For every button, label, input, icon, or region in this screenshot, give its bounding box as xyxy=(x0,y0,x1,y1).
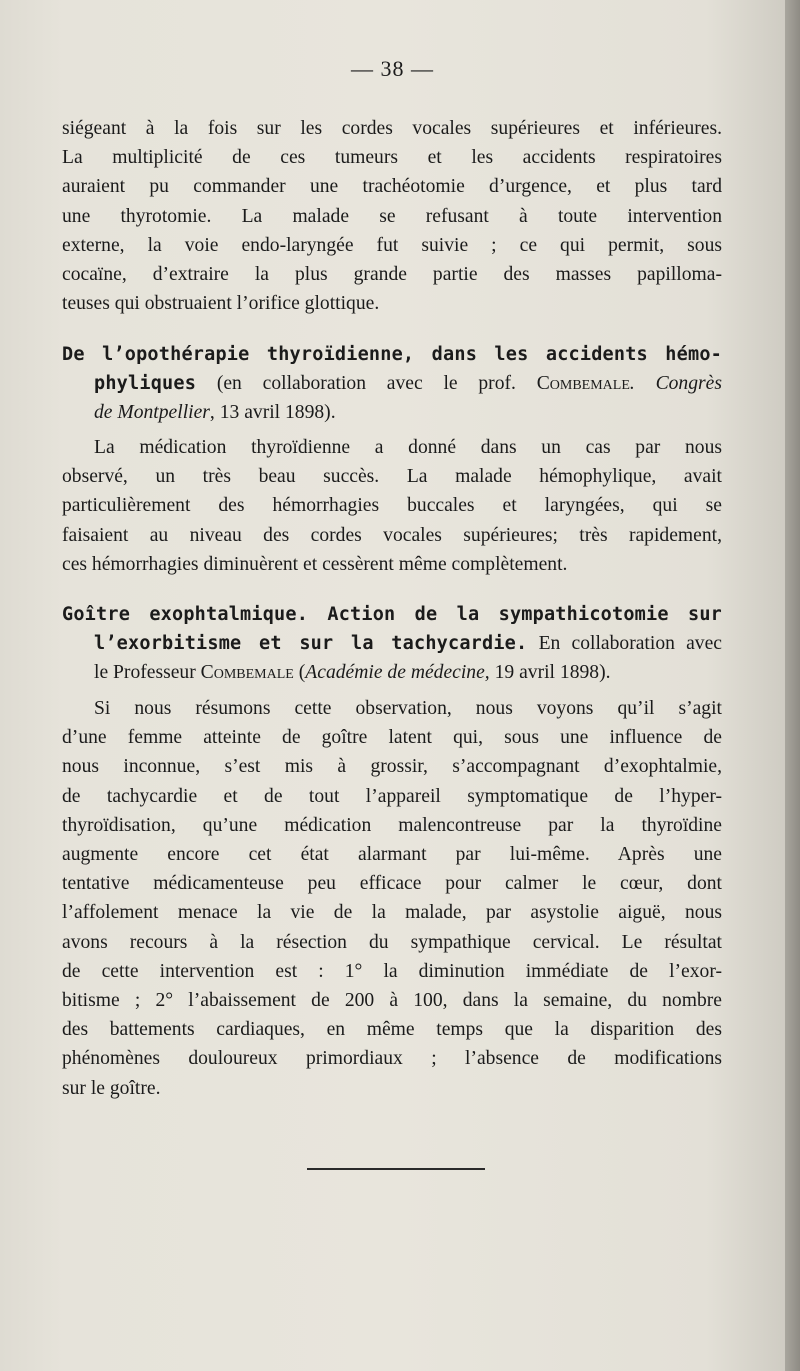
text-line: Si nous résumons cette observation, nous voyons qu’il s’agit xyxy=(94,698,722,719)
section-title-text: En collaboration avec xyxy=(527,633,722,655)
section-heading-goitre xyxy=(62,600,722,688)
end-rule xyxy=(307,1168,485,1170)
venue-name: de Montpellier xyxy=(94,402,210,424)
text-line: phénomènes douloureux primordiaux ; l’absence de modifications xyxy=(62,1048,722,1070)
author-name: Combemale xyxy=(200,662,294,684)
text-line: de tachycardie et de tout l’appareil symptomatique de l’hyper- xyxy=(62,785,722,807)
text-line: une thyrotomie. La malade se refusant à toute intervention xyxy=(62,205,722,227)
section-body-goitre xyxy=(62,694,722,1103)
text-line: La multiplicité de ces tumeurs et les accidents respiratoires xyxy=(62,147,722,169)
venue-name: . Congrès xyxy=(629,373,722,395)
text-line: d’une femme atteinte de goître latent qui, sous une influence de xyxy=(62,727,722,749)
text-line: particulièrement des hémorrhagies buccales et laryngées, qui se xyxy=(62,495,722,517)
text-line: nous inconnue, s’est mis à grossir, s’accompagnant d’exophtalmie, xyxy=(62,756,722,778)
text-line: observé, un très beau succès. La malade hémophylique, avait xyxy=(62,466,722,488)
author-name: Combemale xyxy=(536,373,630,395)
text-line: sur le goître. xyxy=(62,1077,161,1099)
text-line: faisaient au niveau des cordes vocales supérieures; très rapidement, xyxy=(62,524,722,546)
section-title-text: le Professeur xyxy=(94,662,201,684)
text-line: bitisme ; 2° l’abaissement de 200 à 100, dans la semaine, du nombre xyxy=(62,990,722,1012)
section-title-bold: Goître exophtalmique. Action de la sympathicotomie sur xyxy=(62,604,722,625)
page-edge-shadow xyxy=(785,0,800,1371)
section-title-bold: l’exorbitisme et sur la tachycardie. xyxy=(94,633,528,655)
text-line: augmente encore cet état alarmant par lui-même. Après une xyxy=(62,844,722,866)
text-line: siégeant à la fois sur les cordes vocales supérieures et inférieures. xyxy=(62,118,722,139)
section-title-text: (en collaboration avec le prof. xyxy=(196,373,537,395)
venue-name: Académie de médecine, xyxy=(305,662,490,684)
section-title-bold: De l’opothérapie thyroïdienne, dans les accidents hémo- xyxy=(62,344,722,365)
text-line: tentative médicamenteuse peu efficace pour calmer le cœur, dont xyxy=(62,873,722,895)
section-heading-opotherapie xyxy=(62,340,722,428)
text-line: l’affolement menace la vie de la malade, par asystolie aiguë, nous xyxy=(62,902,722,924)
section-date: 19 avril 1898). xyxy=(489,662,611,684)
text-line: de cette intervention est : 1° la diminution immédiate de l’exor- xyxy=(62,960,722,982)
section-date: , 13 avril 1898). xyxy=(209,402,336,424)
text-line: avons recours à la résection du sympathique cervical. Le résultat xyxy=(62,931,722,953)
section-title-text: ( xyxy=(293,662,306,684)
text-line: La médication thyroïdienne a donné dans un cas par nous xyxy=(94,437,722,458)
text-line: ces hémorrhagies diminuèrent et cessèrent même complètement. xyxy=(62,553,568,575)
text-line: cocaïne, d’extraire la plus grande partie des masses papilloma- xyxy=(62,264,722,286)
section-body-opotherapie xyxy=(62,433,722,579)
page-number: — 38 — xyxy=(351,56,434,81)
section-title-bold: phyliques xyxy=(94,373,197,395)
paragraph-continuation xyxy=(62,114,722,318)
text-line: auraient pu commander une trachéotomie d’urgence, et plus tard xyxy=(62,176,722,198)
text-line: des battements cardiaques, en même temps que la disparition des xyxy=(62,1019,722,1041)
text-line: teuses qui obstruaient l’orifice glottique. xyxy=(62,293,380,315)
text-line: thyroïdisation, qu’une médication malencontreuse par la thyroïdine xyxy=(62,814,722,836)
text-line: externe, la voie endo-laryngée fut suivie ; ce qui permit, sous xyxy=(62,234,722,256)
